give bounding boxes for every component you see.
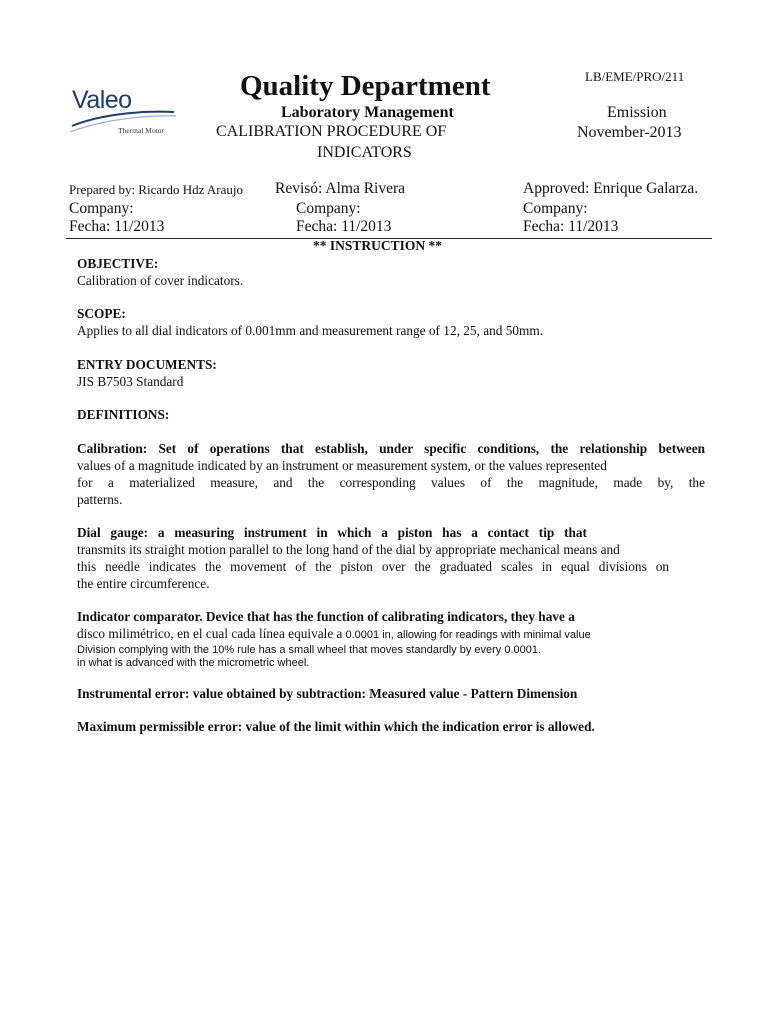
scope-section [77, 305, 705, 339]
scope-heading: SCOPE: [77, 306, 126, 321]
comparator-line [77, 625, 705, 644]
document-subtitle-2: CALIBRATION PROCEDURE OF [216, 123, 447, 140]
calibration-line: for a materialized measure, and the corresponding values of the magnitude, made by, the [77, 475, 705, 490]
approved-by: Approved: Enrique Galarza. [523, 180, 699, 197]
entry-heading: ENTRY DOCUMENTS: [77, 357, 217, 372]
calibration-line: patterns. [77, 492, 123, 507]
document-subtitle-3: INDICATORS [317, 144, 412, 161]
reviewed-by: Revisó: Alma Rivera [275, 180, 406, 197]
valeo-logo [66, 82, 178, 142]
dial-line: transmits its straight motion parallel to the long hand of the dial by appropriate mechanical means and [77, 542, 620, 557]
definitions-heading-block [77, 406, 705, 423]
company-label: Company: [296, 200, 361, 217]
calibration-line: values of a magnitude indicated by an instrument or measurement system, or the values represented [77, 458, 607, 473]
comparator-line-part: disco milimétrico, en el cual cada línea equivale a [77, 626, 343, 641]
calibration-line: Calibration: Set of operations that establish, under specific conditions, the relationship between [77, 441, 705, 456]
calibration-definition [77, 440, 705, 508]
comparator-definition [77, 608, 705, 670]
company-label: Company: [69, 200, 134, 217]
emission-date: November-2013 [577, 124, 682, 141]
comparator-line: Indicator comparator. Device that has the function of calibrating indicators, they have a [77, 609, 575, 624]
comparator-line: Division complying with the 10% rule has a small wheel that moves standardly by every 0.0001. [77, 644, 542, 656]
fecha-label: Fecha: 11/2013 [69, 218, 165, 235]
instrumental-error-definition: Instrumental error: value obtained by subtraction: Measured value - Pattern Dimension [77, 686, 578, 701]
emission-label: Emission [607, 104, 667, 121]
entry-text: JIS B7503 Standard [77, 374, 184, 389]
fecha-label: Fecha: 11/2013 [296, 218, 392, 235]
objective-text: Calibration of cover indicators. [77, 273, 244, 288]
comparator-line-part: 0.0001 in, allowing for readings with minimal value [342, 629, 591, 641]
max-error-definition: Maximum permissible error: value of the limit within which the indication error is allowed. [77, 719, 595, 734]
fecha-label: Fecha: 11/2013 [523, 218, 619, 235]
prepared-by: Prepared by: Ricardo Hdz Araujo [69, 182, 244, 197]
document-title: Quality Department [240, 70, 491, 102]
dial-line: this needle indicates the movement of the piston over the graduated scales in equal divisions on [77, 559, 669, 574]
dial-line: Dial gauge: a measuring instrument in which a piston has a contact tip that [77, 525, 587, 540]
logo-text: Valeo [72, 86, 132, 114]
dial-gauge-definition [77, 524, 705, 592]
instruction-banner: ** INSTRUCTION ** [313, 238, 443, 253]
definitions-heading: DEFINITIONS: [77, 407, 170, 422]
dial-line: the entire circumference. [77, 576, 210, 591]
document-subtitle-1: Laboratory Management [281, 104, 454, 121]
objective-heading: OBJECTIVE: [77, 256, 159, 271]
objective-section [77, 255, 705, 289]
logo-subtitle: Thermal Motor [118, 126, 165, 135]
entry-documents-section [77, 356, 705, 390]
comparator-line: in what is advanced with the micrometric wheel. [77, 657, 310, 669]
scope-text: Applies to all dial indicators of 0.001mm and measurement range of 12, 25, and 50mm. [77, 323, 544, 338]
company-label: Company: [523, 200, 588, 217]
document-code: LB/EME/PRO/211 [585, 69, 685, 84]
